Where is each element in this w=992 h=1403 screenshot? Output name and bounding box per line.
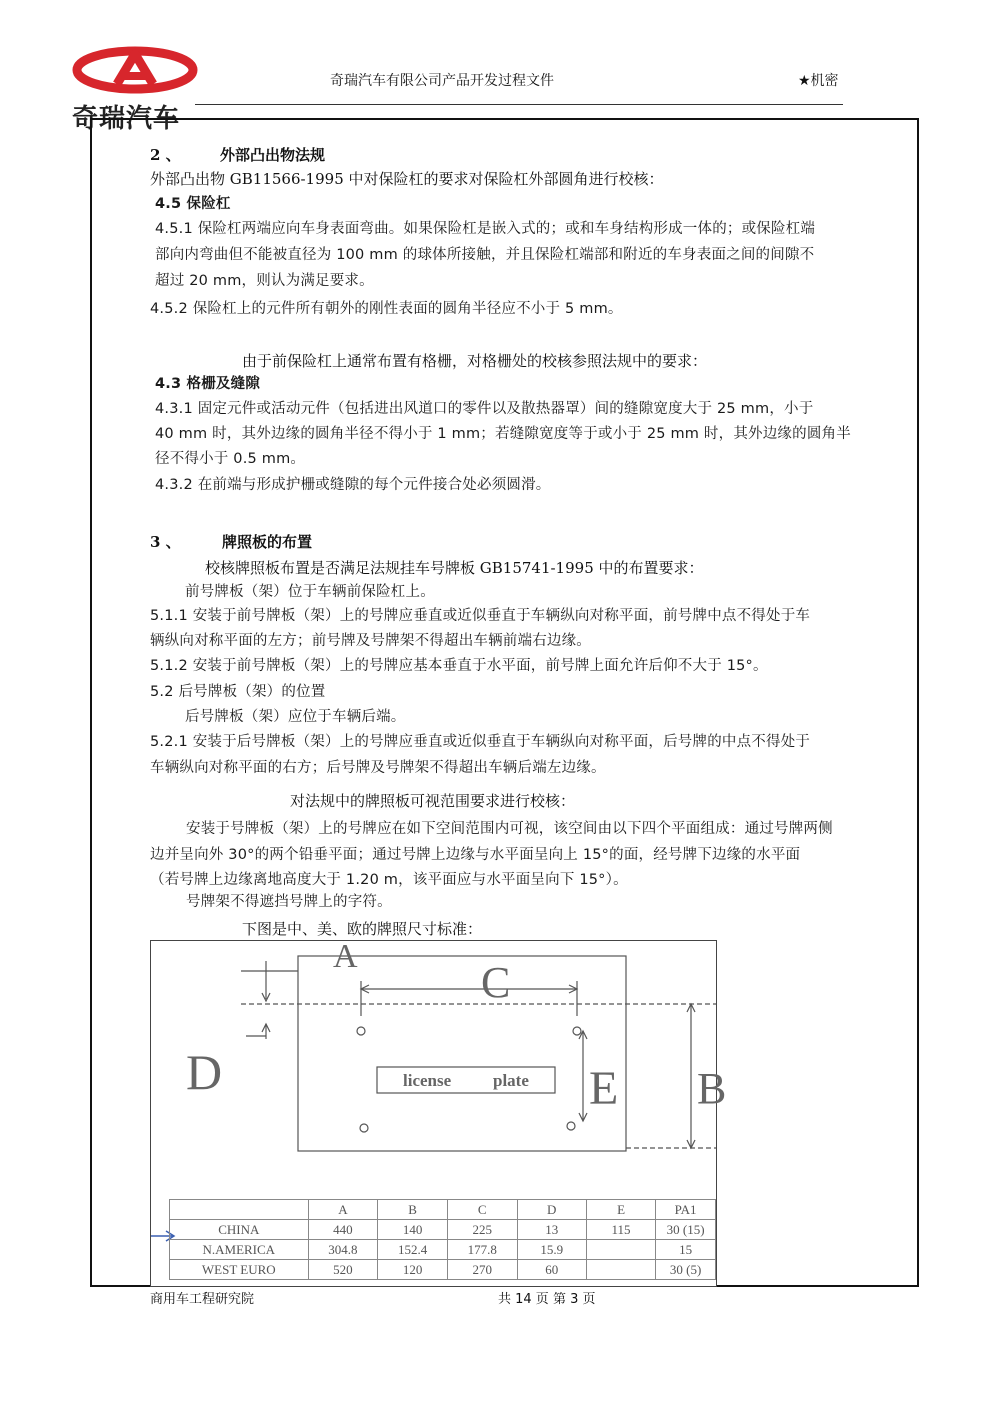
clause-5-2-1-line1: 5.2.1 安装于后号牌板（架）上的号牌应垂直或近似垂直于车辆纵向对称平面，后号牌的中点不得处于 <box>150 734 811 750</box>
table-cell: N.AMERICA <box>170 1240 309 1260</box>
visibility-line4: 号牌架不得遮挡号牌上的字符。 <box>186 894 392 910</box>
dimension-label-c: C <box>481 958 511 1007</box>
table-cell: 520 <box>308 1260 378 1280</box>
clause-4-3-1-line3: 径不得小于 0.5 mm。 <box>155 451 306 467</box>
grille-intro: 由于前保险杠上通常布置有格栅，对格栅处的校核参照法规中的要求： <box>242 352 708 370</box>
chery-logo-icon <box>72 44 202 96</box>
section-3-number: 3 、 <box>150 533 181 551</box>
table-cell: CHINA <box>170 1220 309 1240</box>
clause-5-1-1-line2: 辆纵向对称平面的左方；前号牌及号牌架不得超出车辆前端右边缘。 <box>150 633 591 649</box>
clause-5-1-2: 5.1.2 安装于前号牌板（架）上的号牌应基本垂直于水平面，前号牌上面允许后仰不大于 15°。 <box>150 658 768 674</box>
table-row <box>170 1260 716 1280</box>
clause-5-1-1-line1: 5.1.1 安装于前号牌板（架）上的号牌应垂直或近似垂直于车辆纵向对称平面，前号牌中点不得处于车 <box>150 608 811 624</box>
section-2-heading: 外部凸出物法规 <box>220 146 326 164</box>
section-2-intro: 外部凸出物 GB11566-1995 中对保险杠的要求对保险杠外部圆角进行校核： <box>150 170 664 188</box>
table-cell: 304.8 <box>308 1240 378 1260</box>
dimension-label-e: E <box>589 1062 619 1115</box>
table-cell: 120 <box>378 1260 448 1280</box>
clause-4-5-1-line2: 部向内弯曲但不能被直径为 100 mm 的球体所接触，并且保险杠端部和附近的车身表面之间的间隙不 <box>155 247 815 263</box>
table-row <box>170 1240 716 1260</box>
table-cell <box>586 1240 655 1260</box>
table-cell: 225 <box>447 1220 517 1240</box>
front-plate-position: 前号牌板（架）位于车辆前保险杠上。 <box>185 584 435 600</box>
footer-org: 商用车工程研究院 <box>150 1292 255 1307</box>
clause-4-5-2: 4.5.2 保险杠上的元件所有朝外的刚性表面的圆角半径应不小于 5 mm。 <box>150 301 623 317</box>
license-plate-diagram <box>150 938 727 1287</box>
header-divider <box>195 104 843 105</box>
table-header-cell: B <box>378 1200 448 1220</box>
section-2-number: 2 、 <box>150 146 181 164</box>
clause-4-3-2: 4.3.2 在前端与形成护栅或缝隙的每个元件接合处必须圆滑。 <box>155 477 551 493</box>
clause-5-2-1-line2: 车辆纵向对称平面的右方；后号牌及号牌架不得超出车辆后端左边缘。 <box>150 760 606 776</box>
figure-intro: 下图是中、美、欧的牌照尺寸标准： <box>242 920 483 938</box>
table-header-row <box>170 1200 716 1220</box>
rear-plate-position: 后号牌板（架）应位于车辆后端。 <box>185 709 406 725</box>
table-cell: 13 <box>517 1220 586 1240</box>
dimension-label-b: B <box>697 1064 727 1113</box>
table-header-cell: E <box>586 1200 655 1220</box>
footer-page-number: 共 14 页 第 3 页 <box>498 1292 596 1307</box>
dimension-label-d: D <box>186 1044 223 1100</box>
clause-4-3-1-line1: 4.3.1 固定元件或活动元件（包括进出风道口的零件以及散热器罩）间的缝隙宽度大于 25 mm，小于 <box>155 401 814 417</box>
table-cell: 177.8 <box>447 1240 517 1260</box>
table-cell: 140 <box>378 1220 448 1240</box>
clause-4-5-1-line3: 超过 20 mm，则认为满足要求。 <box>155 273 374 289</box>
clause-4-3: 4.3 格栅及缝隙 <box>155 376 261 392</box>
table-row <box>170 1220 716 1240</box>
plate-text-license: license <box>403 1071 452 1090</box>
section-3-heading: 牌照板的布置 <box>222 533 313 551</box>
table-cell: 115 <box>586 1220 655 1240</box>
table-cell: 15 <box>656 1240 716 1260</box>
table-cell: 440 <box>308 1220 378 1240</box>
table-cell: 60 <box>517 1260 586 1280</box>
table-cell: 30 (5) <box>656 1260 716 1280</box>
visibility-intro: 对法规中的牌照板可视范围要求进行校核： <box>290 792 576 810</box>
table-cell: 152.4 <box>378 1240 448 1260</box>
plate-dimension-drawing <box>151 938 727 1191</box>
table-cell <box>586 1260 655 1280</box>
table-header-cell: PA1 <box>656 1200 716 1220</box>
clause-4-5-1-line1: 4.5.1 保险杠两端应向车身表面弯曲。如果保险杠是嵌入式的；或和车身结构形成一体的；或保险杠端 <box>155 221 816 237</box>
confidential-mark: ★机密 <box>798 73 839 89</box>
section-3-intro: 校核牌照板布置是否满足法规挂车号牌板 GB15741-1995 中的布置要求： <box>205 559 704 577</box>
table-cell: 270 <box>447 1260 517 1280</box>
table-cell: 15.9 <box>517 1240 586 1260</box>
table-header-cell <box>170 1200 309 1220</box>
table-header-cell: D <box>517 1200 586 1220</box>
clause-4-3-1-line2: 40 mm 时，其外边缘的圆角半径不得小于 1 mm；若缝隙宽度等于或小于 25 mm 时，其外边缘的圆角半 <box>155 426 851 442</box>
plate-size-table <box>169 1199 716 1280</box>
plate-text-plate: plate <box>493 1071 529 1090</box>
table-cell: WEST EURO <box>170 1260 309 1280</box>
visibility-line3: （若号牌上边缘离地高度大于 1.20 m，该平面应与水平面呈向下 15°）。 <box>150 872 628 888</box>
chery-logo <box>72 44 202 134</box>
visibility-line2: 边并呈向外 30°的两个铅垂平面；通过号牌上边缘与水平面呈向上 15°的面，经号牌下边缘的水平面 <box>150 847 801 863</box>
document-title: 奇瑞汽车有限公司产品开发过程文件 <box>330 73 554 89</box>
table-cell: 30 (15) <box>656 1220 716 1240</box>
dimension-label-a: A <box>333 938 358 975</box>
clause-5-2: 5.2 后号牌板（架）的位置 <box>150 684 326 700</box>
visibility-line1: 安装于号牌板（架）上的号牌应在如下空间范围内可视，该空间由以下四个平面组成：通过号牌两侧 <box>186 821 833 837</box>
clause-4-5: 4.5 保险杠 <box>155 196 231 212</box>
logo-text: 奇瑞汽车 <box>72 104 181 134</box>
table-header-cell: A <box>308 1200 378 1220</box>
table-header-cell: C <box>447 1200 517 1220</box>
